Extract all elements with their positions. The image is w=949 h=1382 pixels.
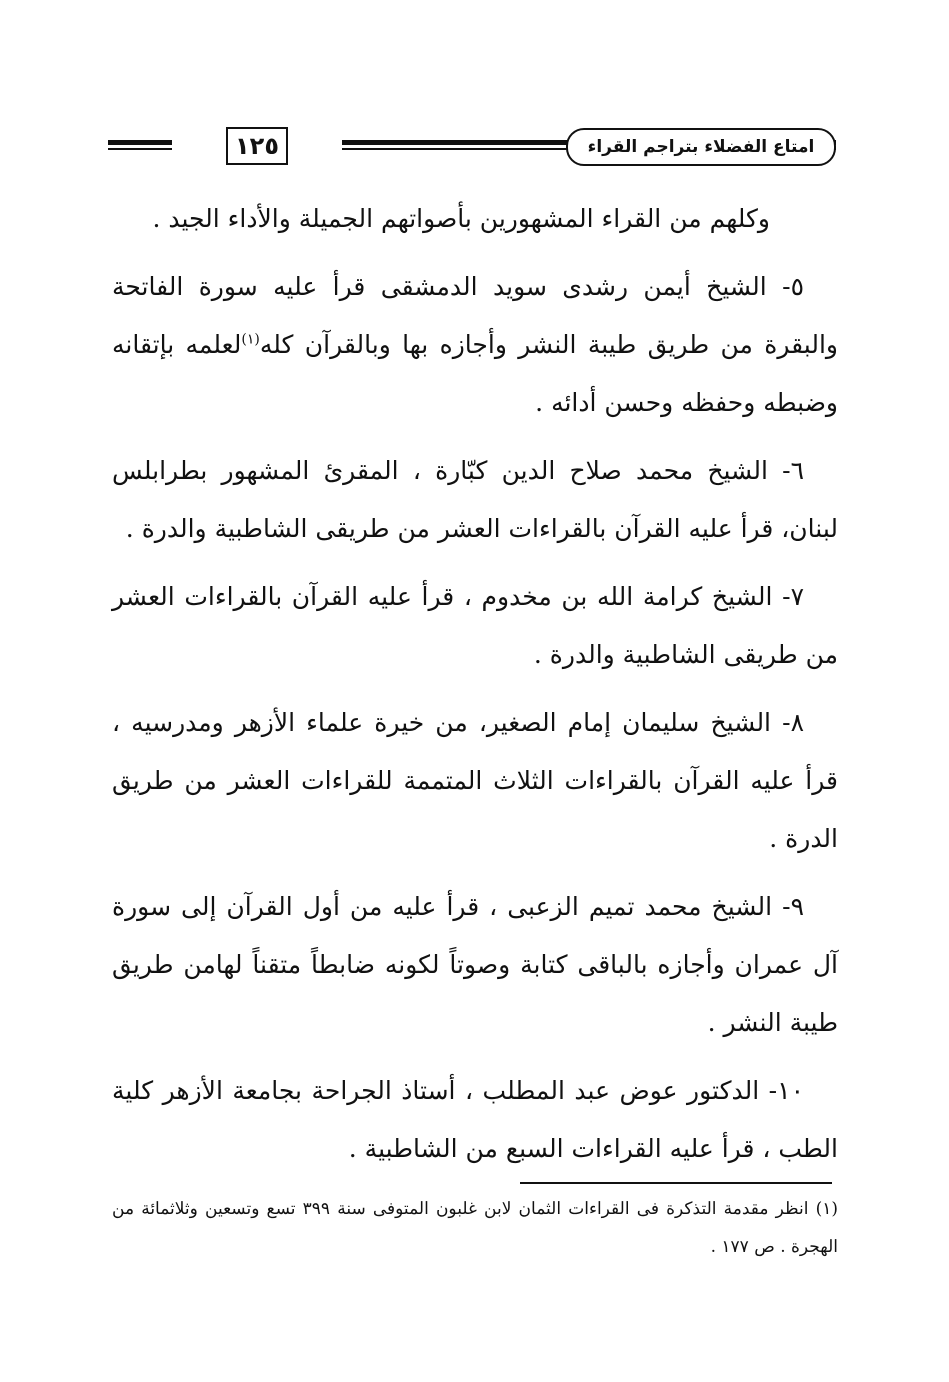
- footnote-reference[interactable]: (١): [241, 331, 260, 348]
- paragraph-item-5: [112, 258, 838, 432]
- paragraph-intro: وكلهم من القراء المشهورين بأصواتهم الجميلة والأداء الجيد .: [152, 204, 770, 233]
- paragraph-item-10: ١٠- الدكتور عوض عبد المطلب ، أستاذ الجراحة بجامعة الأزهر كلية الطب ، قرأ عليه القراءات السبع من الشاطبية .: [112, 1076, 838, 1163]
- footnote-text: (١) انظر مقدمة التذكرة فى القراءات الثمان لابن غلبون المتوفى سنة ٣٩٩ تسع وتسعين وثلاثمائة من الهجرة . ص ١٧٧ .: [112, 1199, 838, 1257]
- paragraph-item-7: ٧- الشيخ كرامة الله بن مخدوم ، قرأ عليه القرآن بالقراءات العشر من طريقى الشاطبية والدرة .: [112, 582, 838, 669]
- paragraph-item-6: ٦- الشيخ محمد صلاح الدين كبّارة ، المقرئ المشهور بطرابلس لبنان، قرأ عليه القرآن بالقراءات العشر من طريقى الشاطبية والدرة .: [112, 456, 838, 543]
- page-number-frame: [172, 126, 342, 166]
- paragraph-item-9: ٩- الشيخ محمد تميم الزعبى ، قرأ عليه من أول القرآن إلى سورة آل عمران وأجازه بالباقى كتابة وصوتاً لكونه ضابطاً متقناً لهامن طريق طيبة النشر .: [112, 892, 838, 1037]
- paragraph-item-8: ٨- الشيخ سليمان إمام الصغير، من خيرة علماء الأزهر ومدرسيه ، قرأ عليه القرآن بالقراءات الثلاث المتممة للقراءات العشر من طريق الدرة .: [112, 708, 838, 853]
- main-text: [112, 190, 838, 1188]
- paragraph-item-5-text-b: لعلمه بإتقانه وضبطه وحفظه وحسن أدائه .: [112, 330, 838, 417]
- book-title: امتاع الفضلاء بتراجم القراء: [566, 128, 836, 166]
- paragraph-item-5-text-a: ٥- الشيخ أيمن رشدى سويد الدمشقى قرأ عليه سورة الفاتحة والبقرة من طريق طيبة النشر وأجازه بها وبالقرآن كله: [112, 272, 838, 359]
- footnote: [112, 1190, 838, 1266]
- page-number: ١٢٥: [226, 127, 288, 165]
- footnote-divider: [520, 1182, 832, 1184]
- page-header: [108, 126, 836, 170]
